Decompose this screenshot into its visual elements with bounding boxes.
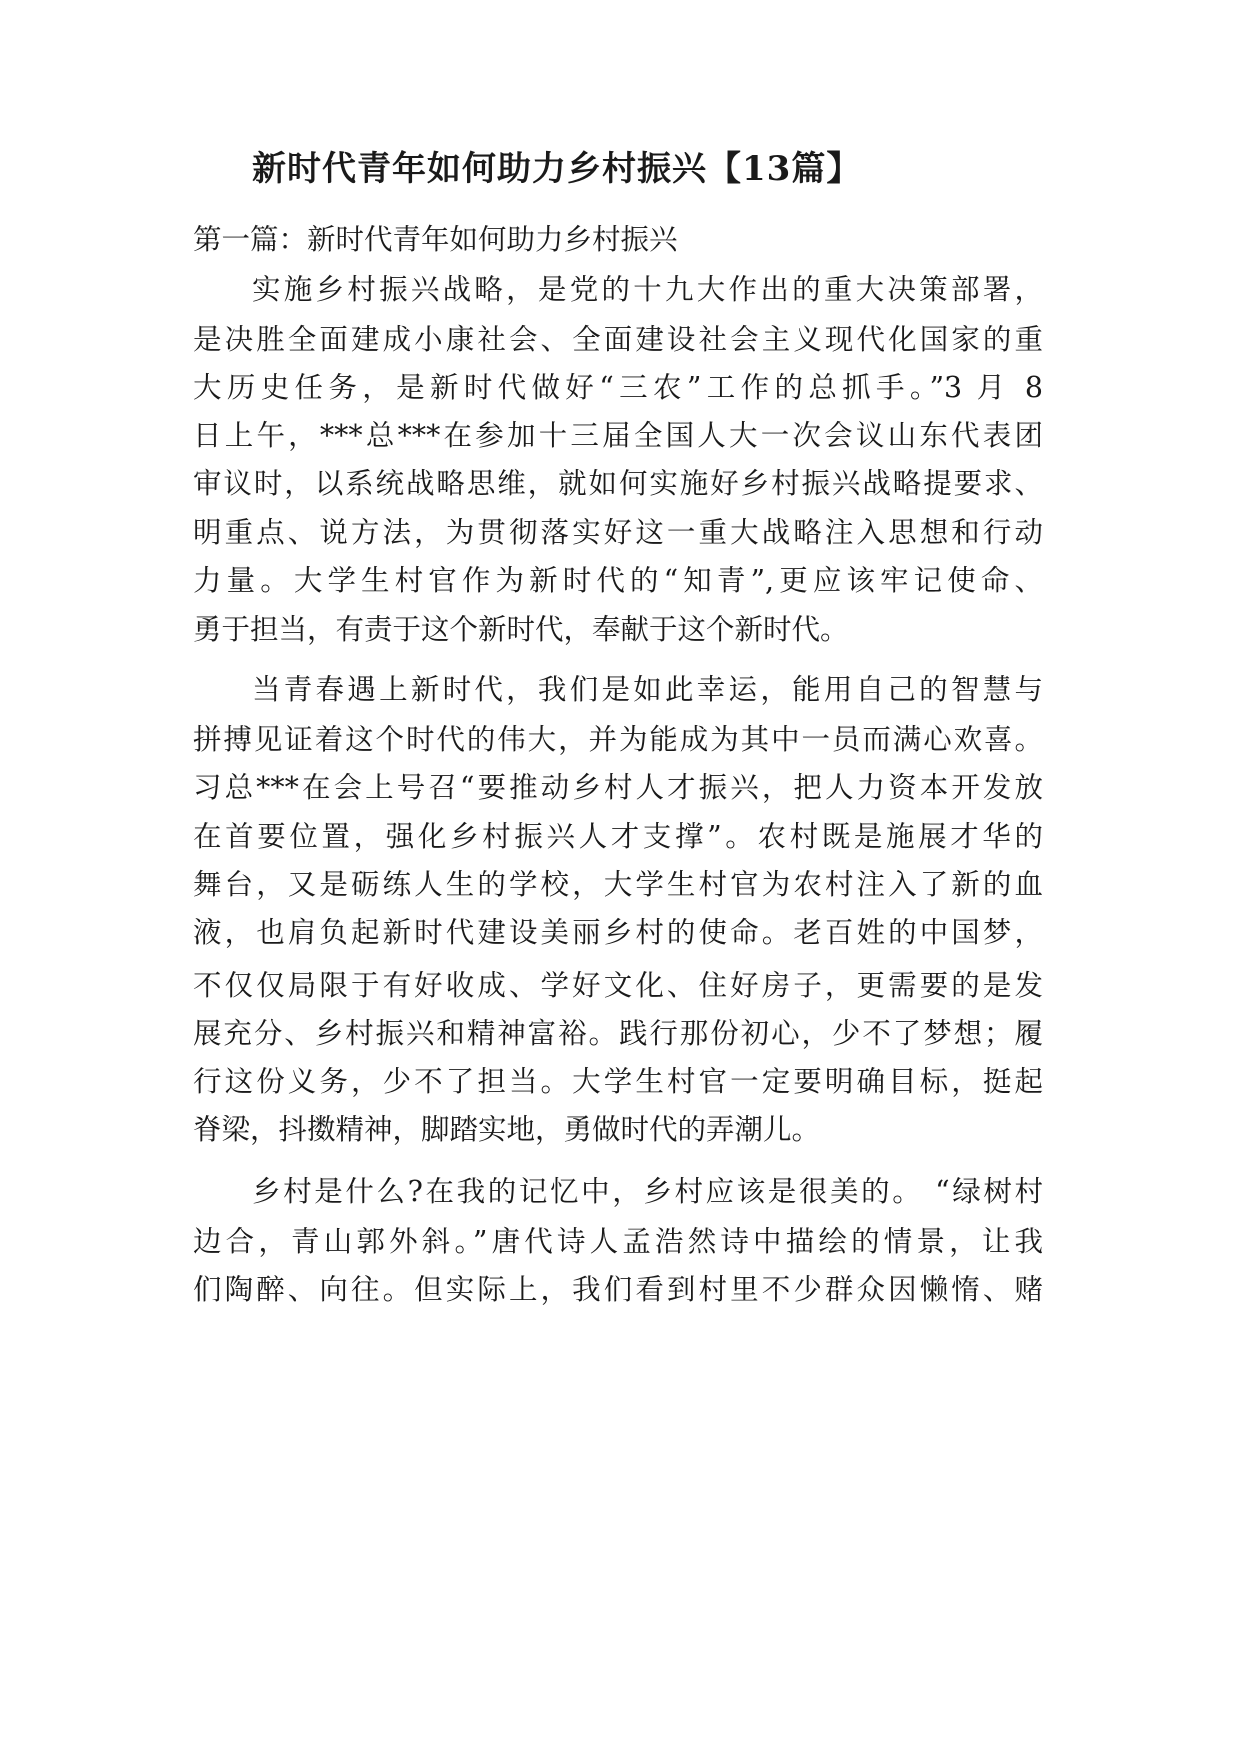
paragraph-2-line-5: 舞台，又是砺练人生的学校，大学生村官为农村注入了新的血 — [193, 868, 1043, 901]
paragraph-1-line-7: 力量。大学生村官作为新时代的“知青”,更应该牢记使命、 — [193, 564, 1043, 597]
paragraph-3-line-1: 乡村是什么?在我的记忆中，乡村应该是很美的。 “绿树村 — [252, 1175, 1043, 1208]
paragraph-1-line-2: 是决胜全面建成小康社会、全面建设社会主义现代化国家的重 — [193, 323, 1043, 356]
paragraph-2-line-3: 习总***在会上号召“要推动乡村人才振兴，把人力资本开发放 — [193, 771, 1043, 804]
paragraph-1-line-5: 审议时，以系统战略思维，就如何实施好乡村振兴战略提要求、 — [193, 467, 1043, 500]
document-title: 新时代青年如何助力乡村振兴【13篇】 — [252, 149, 862, 189]
paragraph-1-line-8: 勇于担当，有责于这个新时代，奉献于这个新时代。 — [193, 613, 849, 646]
paragraph-2-line-4: 在首要位置，强化乡村振兴人才支撑”。农村既是施展才华的 — [193, 820, 1043, 853]
paragraph-1-line-6: 明重点、说方法，为贯彻落实好这一重大战略注入思想和行动 — [193, 516, 1043, 549]
paragraph-2-line-6: 液，也肩负起新时代建设美丽乡村的使命。老百姓的中国梦， — [193, 916, 1043, 949]
paragraph-3-line-3: 们陶醉、向往。但实际上，我们看到村里不少群众因懒惰、赌 — [193, 1273, 1043, 1306]
paragraph-2-line-7: 不仅仅局限于有好收成、学好文化、住好房子，更需要的是发 — [193, 969, 1043, 1002]
paragraph-3-line-2: 边合，青山郭外斜。”唐代诗人孟浩然诗中描绘的情景，让我 — [193, 1225, 1043, 1258]
paragraph-2-line-9: 行这份义务，少不了担当。大学生村官一定要明确目标，挺起 — [193, 1065, 1043, 1098]
paragraph-2-line-1: 当青春遇上新时代，我们是如此幸运，能用自己的智慧与 — [252, 673, 1043, 706]
paragraph-2-line-2: 拼搏见证着这个时代的伟大，并为能成为其中一员而满心欢喜。 — [193, 723, 1043, 756]
paragraph-1-line-1: 实施乡村振兴战略，是党的十九大作出的重大决策部署， — [252, 273, 1043, 306]
paragraph-1-line-4: 日上午，***总***在参加十三届全国人大一次会议山东代表团 — [193, 419, 1043, 452]
paragraph-2-line-10: 脊梁，抖擞精神，脚踏实地，勇做时代的弄潮儿。 — [193, 1113, 821, 1146]
paragraph-1-line-3: 大历史任务，是新时代做好“三农”工作的总抓手。”3 月 8 — [193, 371, 1043, 404]
paragraph-2-line-8: 展充分、乡村振兴和精神富裕。践行那份初心，少不了梦想；履 — [193, 1017, 1043, 1050]
section-heading: 第一篇：新时代青年如何助力乡村振兴 — [193, 223, 678, 256]
